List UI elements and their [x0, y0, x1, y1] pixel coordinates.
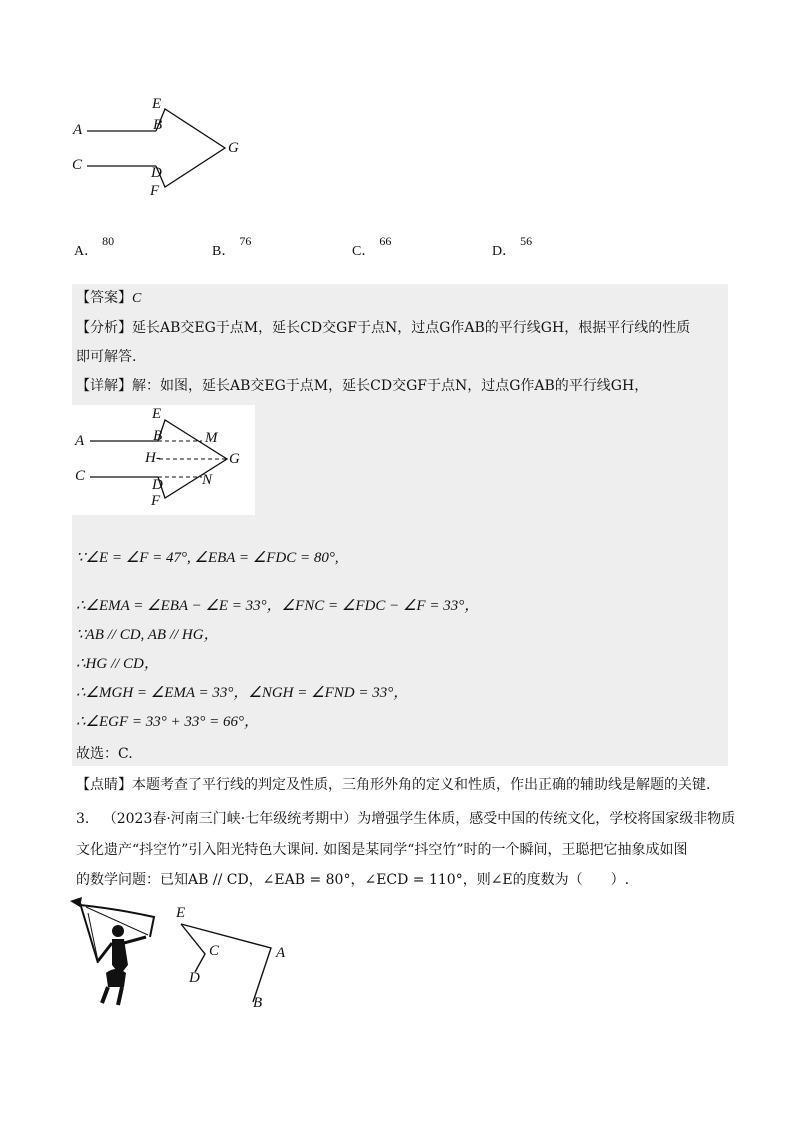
option-c[interactable] [352, 234, 392, 260]
fig3-label-A: A [276, 945, 286, 961]
fig2-label-M: M [205, 430, 218, 446]
fig1-label-C: C [72, 157, 83, 173]
fig1-label-E: E [152, 96, 162, 112]
step-1: ∵∠E = ∠F = 47°, ∠EBA = ∠FDC = 80°, [76, 550, 339, 566]
step-4: ∴HG // CD， [76, 656, 159, 672]
option-d-value: 56 [520, 234, 533, 248]
option-b-letter: B． [212, 244, 236, 259]
answer-value: C [132, 291, 142, 306]
option-b-value: 76 [239, 234, 252, 248]
analysis-line-2 [76, 347, 136, 367]
answer-line [76, 288, 141, 309]
fig2-label-B: B [153, 428, 163, 444]
fig3-label-B: B [253, 995, 263, 1011]
fig2-label-A: A [75, 433, 85, 449]
option-d-letter: D． [492, 244, 517, 259]
question-3-number: 3. [76, 811, 90, 827]
answer-label: 【答案】 [76, 290, 132, 306]
question-3-line-2: 文化遗产“抖空竹”引入阳光特色大课间. 如图是某同学“抖空竹”时的一个瞬间，王聪把它抽象成如图 [76, 842, 688, 858]
figure-3 [68, 895, 308, 1015]
figure-1 [70, 95, 260, 205]
question-3-text-1: （2023春·河南三门峡·七年级统考期中）为增强学生体质，感受中国的传统文化，学校将国家级非物质 [102, 811, 736, 827]
option-a-letter: A． [74, 244, 99, 259]
fig2-label-E: E [152, 406, 162, 422]
fig2-label-N: N [202, 472, 213, 488]
step-7: 故选：C. [76, 746, 133, 762]
step-3: ∵AB // CD, AB // HG， [76, 627, 219, 643]
option-a-value: 80 [102, 234, 115, 248]
step-2: ∴∠EMA = ∠EBA − ∠E = 33°，∠FNC = ∠FDC − ∠F = 33°， [76, 598, 480, 614]
detail-label: 【详解】 [76, 378, 132, 394]
fig1-label-D: D [151, 165, 162, 181]
option-c-letter: C． [352, 244, 376, 259]
fig2-label-D: D [152, 477, 163, 493]
comment-label: 【点睛】 [76, 777, 132, 793]
figure-2 [72, 405, 255, 515]
analysis-label: 【分析】 [76, 320, 132, 336]
comment-text: 本题考查了平行线的判定及性质，三角形外角的定义和性质，作出正确的辅助线是解题的关键. [132, 777, 711, 793]
fig1-label-G: G [228, 140, 239, 156]
fig3-label-D: D [189, 970, 200, 986]
comment-line [76, 775, 710, 795]
fig2-label-H: H- [145, 450, 161, 466]
step-6: ∴∠EGF = 33° + 33° = 66°， [76, 714, 260, 730]
detail-text: 解：如图，延长AB交EG于点M，延长CD交GF于点N，过点G作AB的平行线GH， [132, 378, 649, 394]
fig3-label-E: E [176, 905, 186, 921]
detail-line [76, 376, 648, 396]
analysis-line-1 [76, 318, 690, 338]
analysis-text-1: 延长AB交EG于点M，延长CD交GF于点N，过点G作AB的平行线GH，根据平行线的性质 [132, 320, 691, 336]
question-3-line-1 [76, 809, 735, 829]
analysis-text-2: 即可解答. [76, 349, 137, 365]
fig2-label-G: G [229, 451, 240, 467]
question-3-line-3: 的数学问题：已知AB // CD，∠EAB = 80°，∠ECD = 110°，则∠E的度数为（ ）. [76, 872, 630, 888]
option-d[interactable] [492, 234, 533, 260]
fig2-label-C: C [75, 468, 86, 484]
fig1-label-B: B [153, 117, 163, 133]
fig3-label-C: C [209, 943, 220, 959]
fig1-label-F: F [150, 183, 160, 199]
step-5: ∴∠MGH = ∠EMA = 33°，∠NGH = ∠FND = 33°， [76, 685, 409, 701]
figure-2-lines [72, 405, 255, 515]
fig1-label-A: A [73, 122, 83, 138]
fig2-label-F: F [151, 493, 161, 509]
option-a[interactable] [74, 234, 115, 260]
option-b[interactable] [212, 234, 252, 260]
option-c-value: 66 [379, 234, 392, 248]
